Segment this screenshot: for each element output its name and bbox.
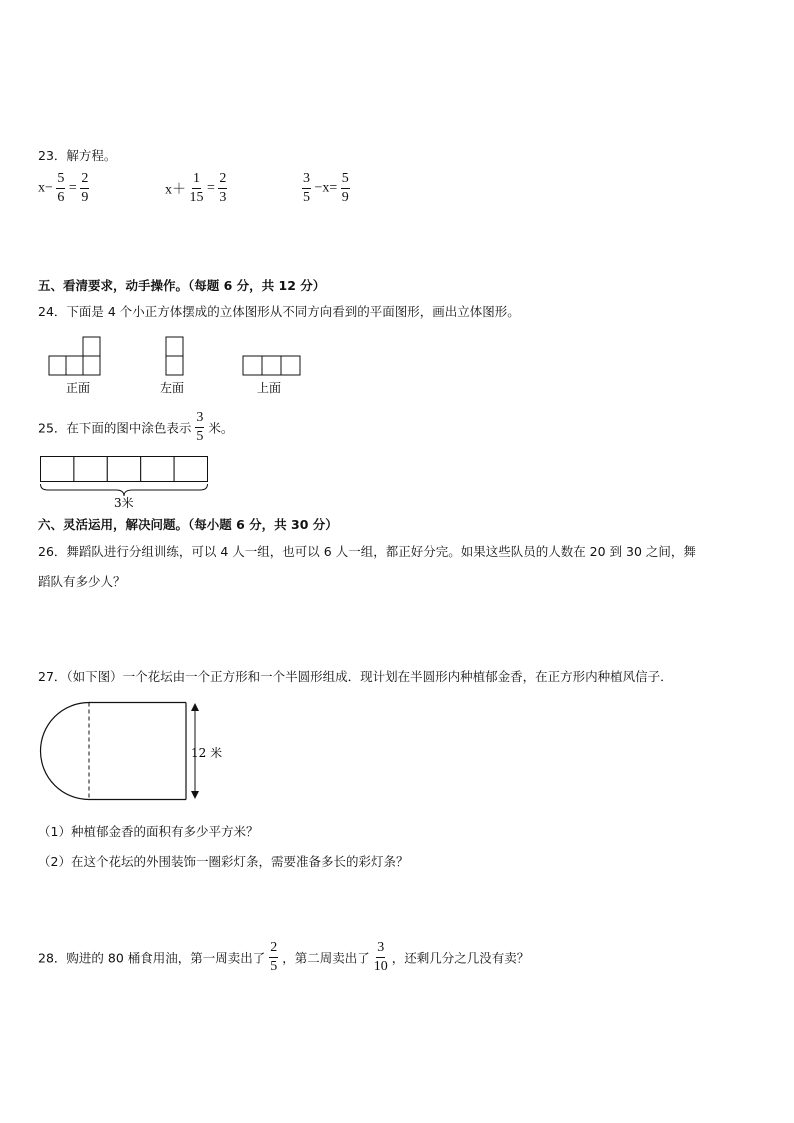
q28-part1: 28．购进的 80 桶食用油，第一周卖出了 (38, 950, 266, 966)
arrow-head-bottom (191, 791, 199, 799)
top-view (243, 356, 300, 375)
strip-cell[interactable] (174, 457, 207, 482)
q27-flowerbed-figure (38, 700, 238, 804)
q26-line1: 26．舞蹈队进行分组训练，可以 4 人一组，也可以 6 人一组，都正好分完。如果这些队员的人数在 20 到 30 之间，舞 (38, 544, 696, 559)
q25-text (38, 411, 233, 444)
q23-label: 23．解方程。 (38, 148, 117, 163)
front-view (49, 337, 100, 375)
q28-part2: ，第二周卖出了 (282, 950, 370, 966)
section6-heading: 六、灵活运用，解决问题。（每小题 6 分，共 30 分） (38, 517, 338, 532)
q23-equation-1 (38, 172, 89, 205)
q28-text (38, 941, 529, 974)
q25-text-after: 米。 (208, 420, 234, 436)
eq3-fraction-b: $\frac{5}{9}$ (341, 171, 349, 205)
q28-part3: ，还剩几分之几没有卖？ (391, 950, 530, 966)
eq1-equals: = (68, 180, 77, 196)
eq2-fraction-a: $\frac{1}{15}$ (189, 171, 204, 205)
eq1-fraction-b: $\frac{2}{9}$ (81, 171, 89, 205)
left-view (166, 337, 183, 375)
semicircle-outline (40, 703, 89, 800)
arrow-head-top (191, 703, 199, 711)
section5-heading: 五、看清要求，动手操作。（每题 6 分，共 12 分） (38, 278, 326, 293)
eq1-fraction-a: $\frac{5}{6}$ (57, 171, 65, 205)
q25-strip-figure (38, 454, 210, 512)
q28-fraction-1: $\frac{2}{5}$ (270, 940, 278, 974)
strip-cell[interactable] (74, 457, 107, 482)
q24-text: 24．下面是 4 个小正方体摆成的立体图形从不同方向看到的平面图形，画出立体图形。 (38, 304, 520, 319)
eq2-equals: = (207, 180, 215, 196)
q25-strip[interactable] (41, 457, 208, 482)
q28-fraction-2: $\frac{3}{10}$ (373, 940, 388, 974)
q25-text-before: 25．在下面的图中涂色表示 (38, 420, 192, 436)
q27-sub2: （2）在这个花坛的外围装饰一圈彩灯条，需要准备多长的彩灯条？ (38, 854, 409, 869)
front-view-label: 正面 (66, 381, 91, 395)
eq3-fraction-a: $\frac{3}{5}$ (303, 171, 310, 205)
q27-sub1: （1）种植郁金香的面积有多少平方米？ (38, 824, 259, 839)
strip-cell[interactable] (41, 457, 74, 482)
eq3-middle: −x= (314, 180, 338, 196)
strip-cell[interactable] (141, 457, 174, 482)
eq2-fraction-b: $\frac{2}{3}$ (219, 171, 227, 205)
strip-cell[interactable] (107, 457, 140, 482)
eq2-left: x＋ (165, 182, 186, 198)
q26-line2: 蹈队有多少人？ (38, 574, 126, 589)
q24-views-figure (38, 334, 318, 398)
top-view-label: 上面 (257, 381, 282, 395)
left-view-label: 左面 (160, 381, 185, 395)
eq1-left: x− (38, 180, 53, 196)
q27-text: 27．（如下图）一个花坛由一个正方形和一个半圆形组成．现计划在半圆形内种植郁金香，在正方形内种植风信子． (38, 669, 673, 684)
brace-label: 3米 (114, 496, 134, 510)
brace (41, 484, 208, 496)
q25-fraction: $\frac{3}{5}$ (196, 410, 204, 444)
dimension-label: 12 米 (191, 746, 223, 760)
q23-equation-2 (165, 172, 227, 205)
q23-equation-3 (302, 172, 350, 205)
